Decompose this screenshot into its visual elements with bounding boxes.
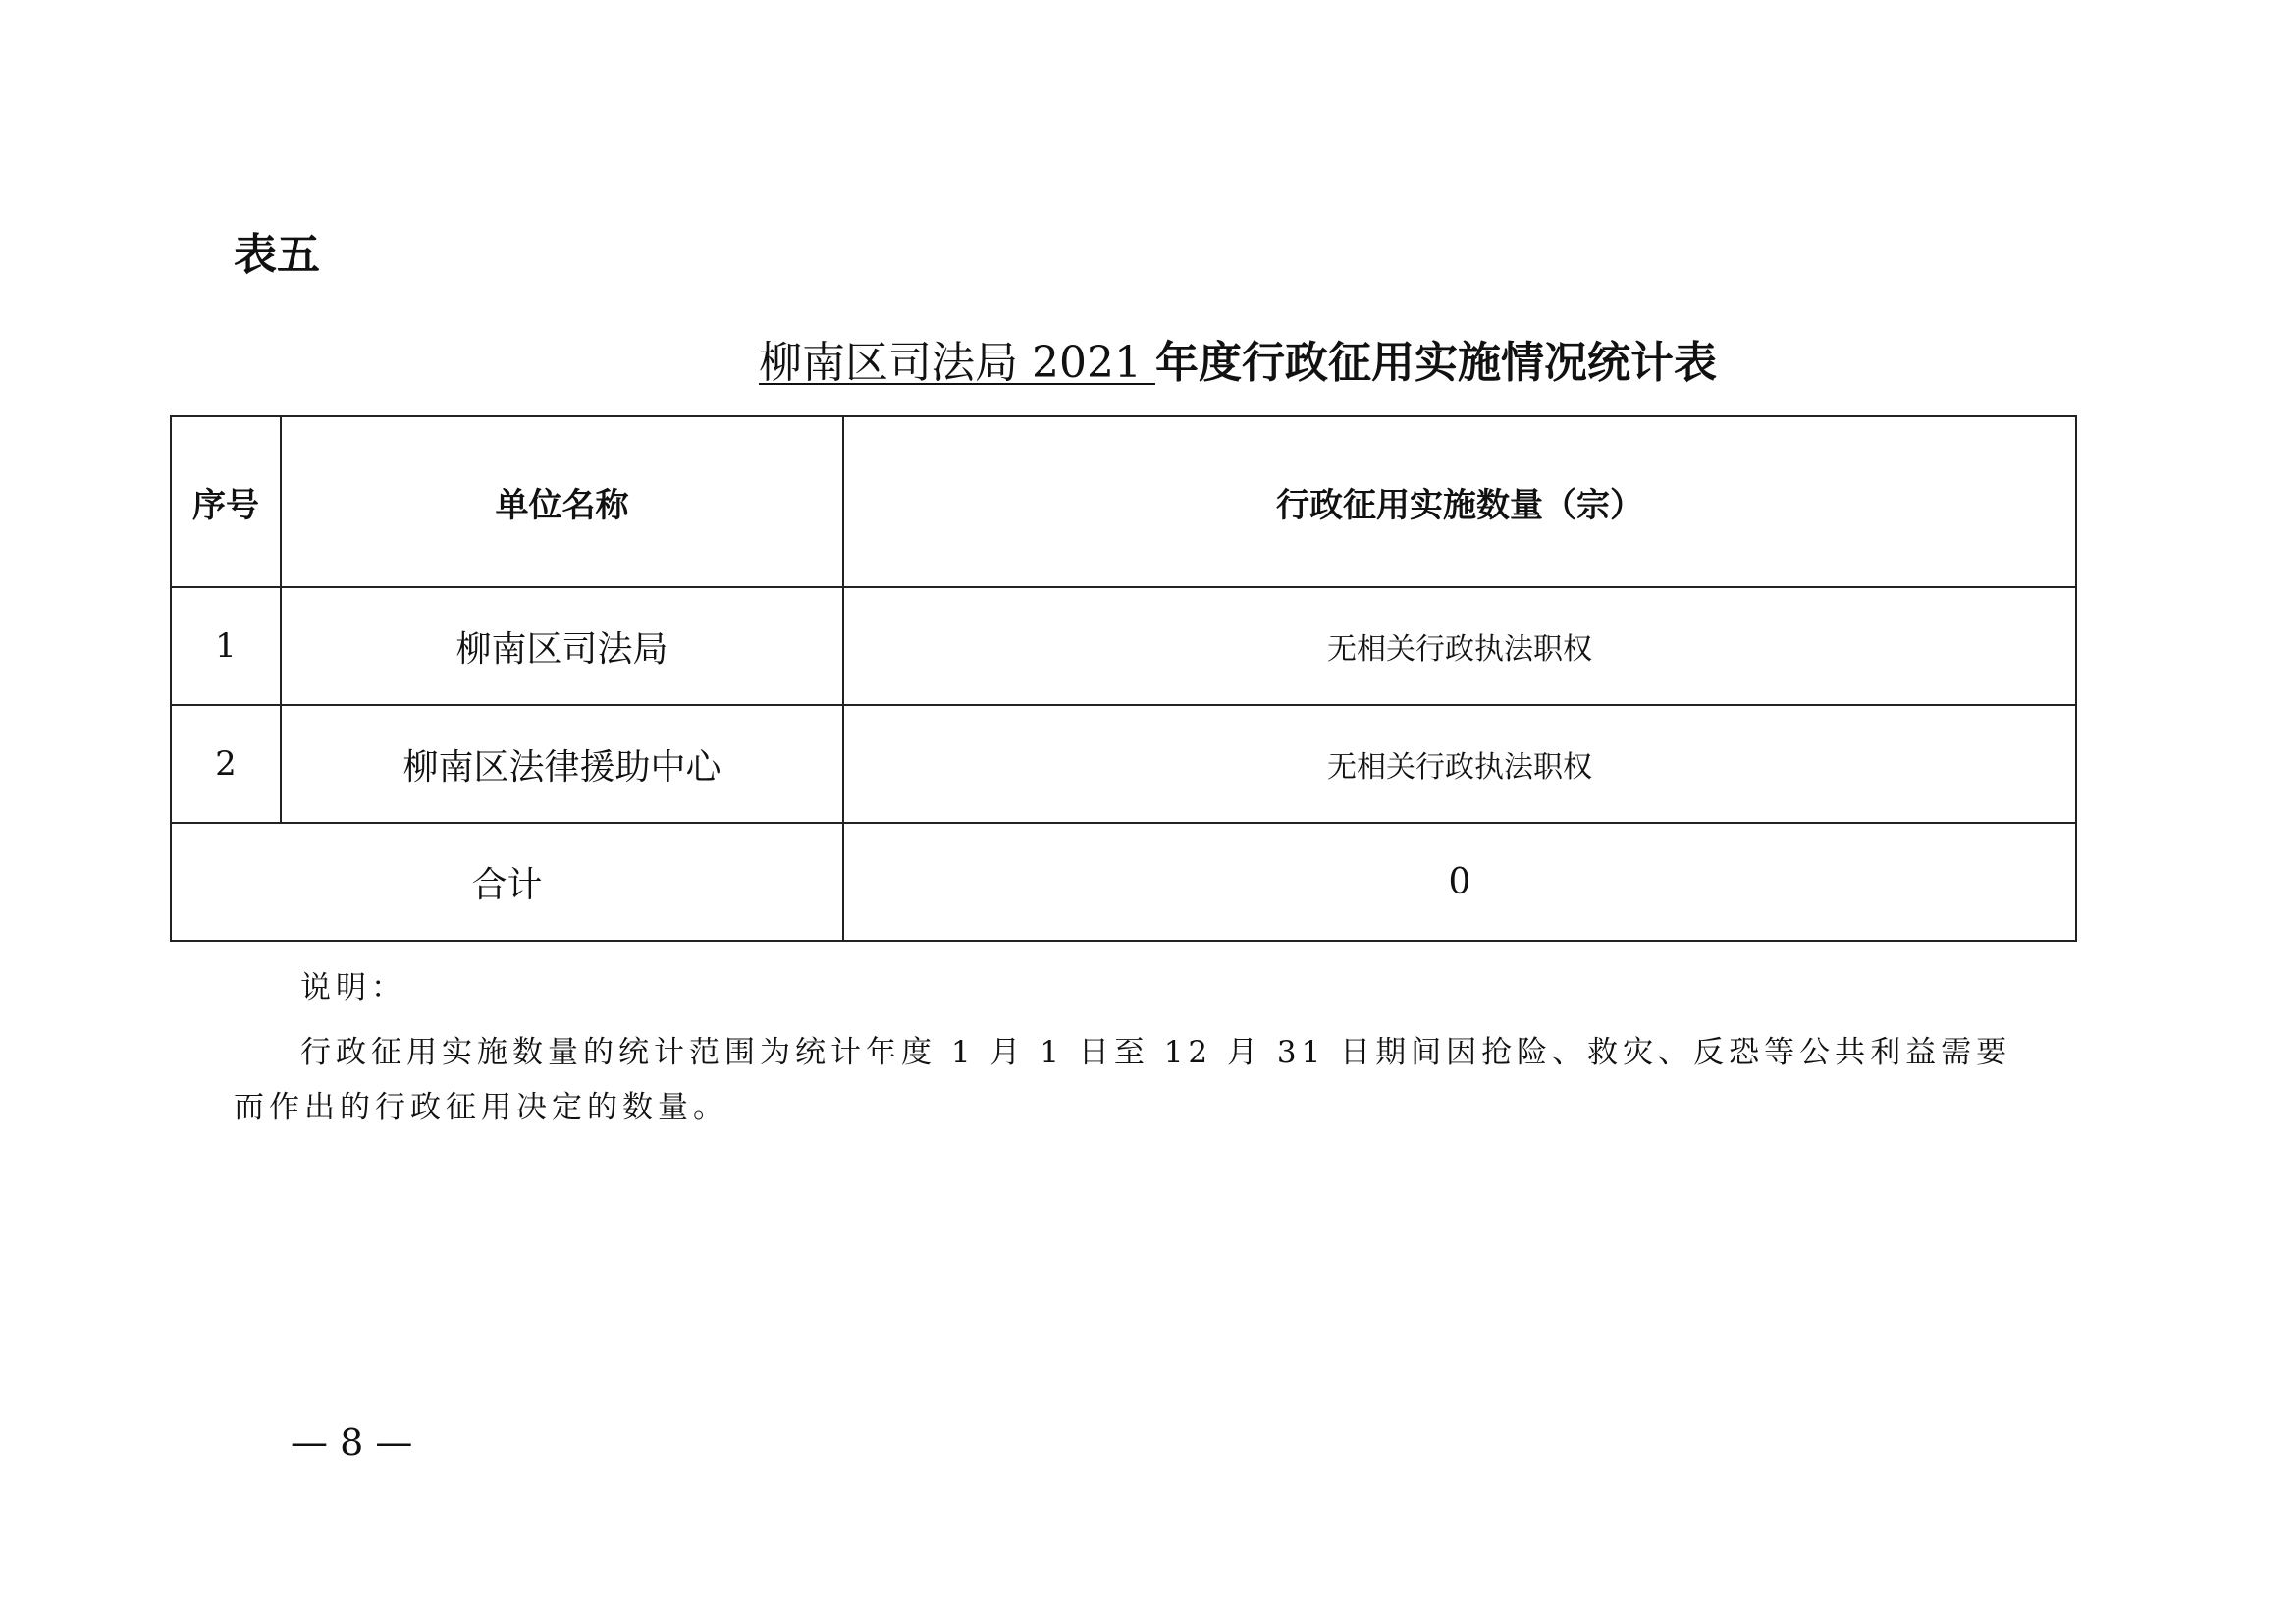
table-label: 表五 xyxy=(234,230,320,280)
row-unit-name: 柳南区法律援助中心 xyxy=(281,705,843,823)
notes-title: 说明： xyxy=(300,970,406,1005)
notes-body: 行政征用实施数量的统计范围为统计年度 1 月 1 日至 12 月 31 日期间因抢险、救灾、反恐等公共利益需要而作出的行政征用决定的数量。 xyxy=(234,1035,2012,1125)
table-header-row xyxy=(171,416,2076,587)
row-count: 无相关行政执法职权 xyxy=(843,587,2076,705)
header-seq: 序号 xyxy=(171,416,281,587)
title-rest-part: 年度行政征用实施情况统计表 xyxy=(1154,338,1717,388)
row-seq: 1 xyxy=(171,587,281,705)
notes-section xyxy=(234,960,2020,1135)
header-unit-name: 单位名称 xyxy=(281,416,843,587)
header-count: 行政征用实施数量（宗） xyxy=(843,416,2076,587)
row-seq: 2 xyxy=(171,705,281,823)
total-label: 合计 xyxy=(171,823,843,941)
page-number: — 8 — xyxy=(291,1421,413,1464)
table-row xyxy=(171,705,2076,823)
total-value: 0 xyxy=(843,823,2076,941)
statistics-table xyxy=(170,415,2077,942)
title-underlined-part: 柳南区司法局 2021 xyxy=(759,338,1155,388)
row-count: 无相关行政执法职权 xyxy=(843,705,2076,823)
row-unit-name: 柳南区司法局 xyxy=(281,587,843,705)
document-title xyxy=(759,338,1717,388)
table-total-row xyxy=(171,823,2076,941)
table-row xyxy=(171,587,2076,705)
